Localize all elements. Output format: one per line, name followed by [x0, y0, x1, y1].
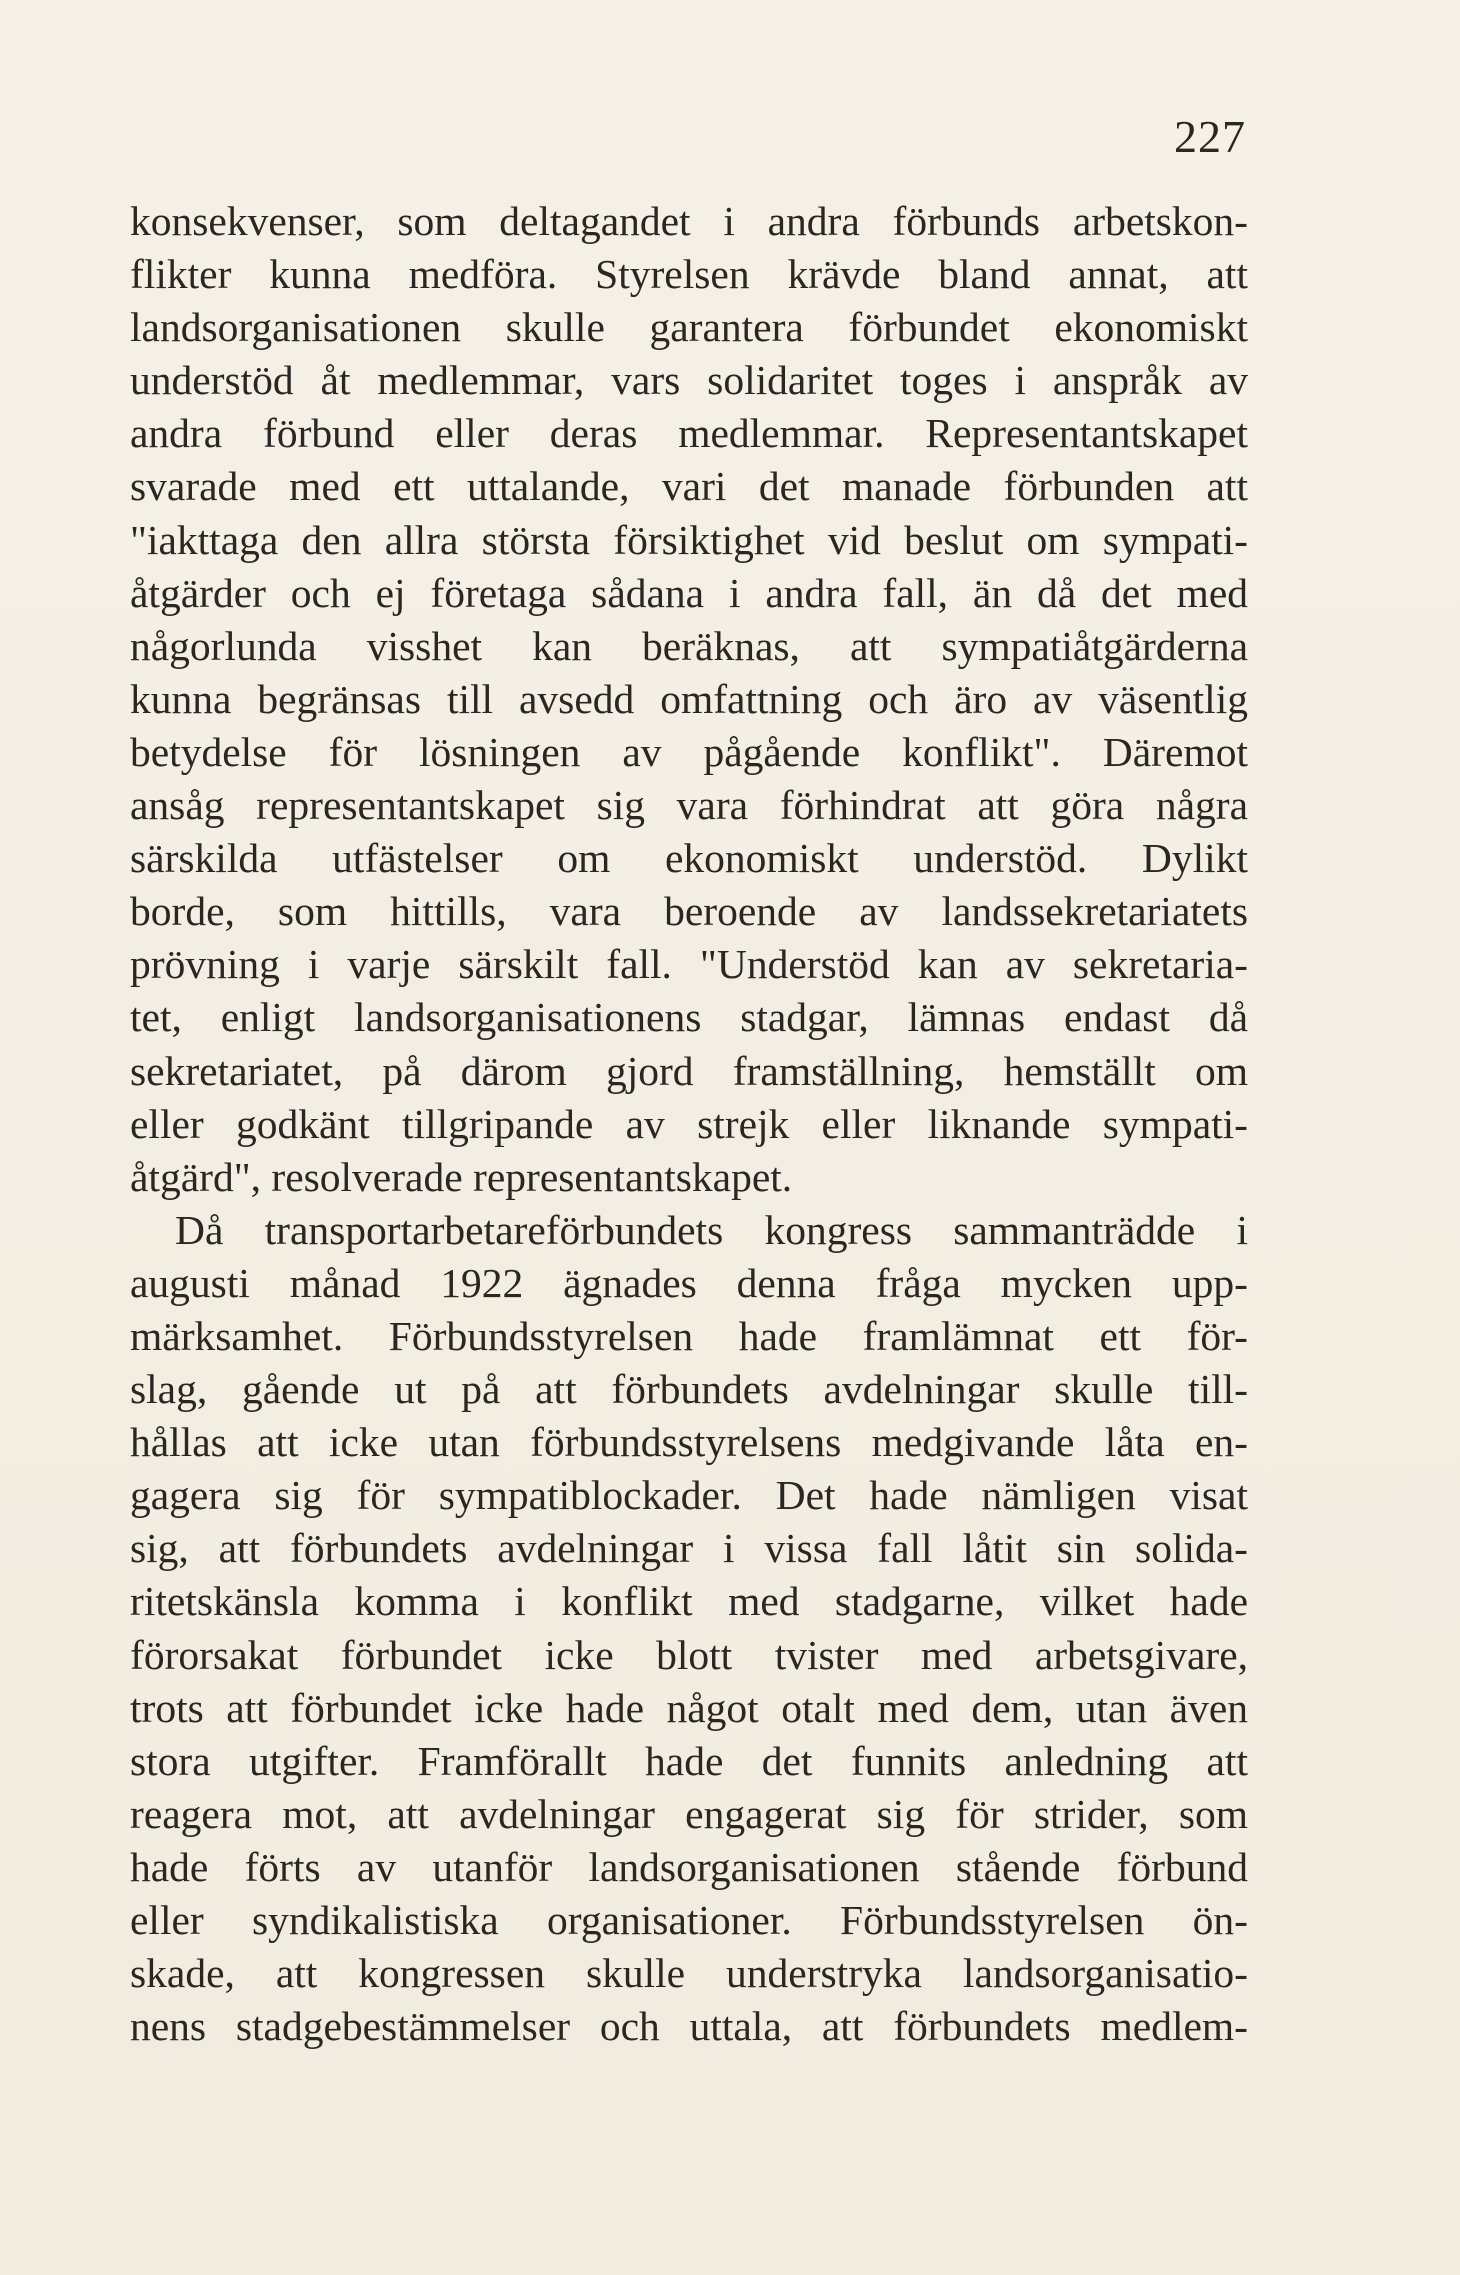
text-line: förorsakat förbundet icke blott tvister med arbetsgivare,	[130, 1631, 1248, 1678]
text-line: sekretariatet, på därom gjord framställning, hemställt om	[130, 1047, 1248, 1094]
text-line: gagera sig för sympatiblockader. Det hade nämligen visat	[130, 1472, 1248, 1519]
body-text	[130, 195, 1248, 2053]
text-line: trots att förbundet icke hade något otalt med dem, utan även	[130, 1684, 1248, 1731]
text-line: konsekvenser, som deltagandet i andra förbunds arbetskon-	[130, 198, 1248, 244]
text-line: andra förbund eller deras medlemmar. Representantskapet	[130, 410, 1248, 457]
text-line: Då transportarbetareförbundets kongress sammanträdde i	[175, 1206, 1248, 1253]
text-line: "iakttaga den allra största försiktighet vid beslut om sympati-	[130, 516, 1248, 563]
text-line: märksamhet. Förbundsstyrelsen hade framlämnat ett för-	[130, 1312, 1248, 1359]
text-line: borde, som hittills, vara beroende av landssekretariatets	[130, 888, 1248, 935]
text-line: ritetskänsla komma i konflikt med stadgarne, vilket hade	[130, 1578, 1248, 1625]
text-line: slag, gående ut på att förbundets avdelningar skulle till-	[130, 1366, 1248, 1413]
page-number: 227	[1174, 111, 1246, 162]
text-line: åtgärder och ej företaga sådana i andra fall, än då det med	[130, 569, 1248, 616]
text-line: någorlunda visshet kan beräknas, att sympatiåtgärderna	[130, 622, 1248, 669]
text-line: ansåg representantskapet sig vara förhindrat att göra några	[130, 782, 1248, 829]
text-line: flikter kunna medföra. Styrelsen krävde bland annat, att	[130, 251, 1248, 298]
text-line: eller syndikalistiska organisationer. Förbundsstyrelsen ön-	[130, 1897, 1248, 1943]
text-line: landsorganisationen skulle garantera förbundet ekonomiskt	[130, 304, 1248, 351]
text-line: reagera mot, att avdelningar engagerat sig för strider, som	[130, 1790, 1248, 1837]
paragraph-2	[130, 1204, 1248, 2054]
paragraph-1	[130, 195, 1248, 1204]
text-line: eller godkänt tillgripande av strejk eller liknande sympati-	[130, 1100, 1248, 1147]
text-line: sig, att förbundets avdelningar i vissa fall låtit sin solida-	[130, 1525, 1248, 1572]
text-line: understöd åt medlemmar, vars solidaritet toges i anspråk av	[130, 357, 1248, 404]
text-line: nens stadgebestämmelser och uttala, att förbundets medlem-	[130, 2003, 1248, 2050]
text-line: åtgärd", resolverade representantskapet.	[130, 1153, 793, 1200]
text-line: prövning i varje särskilt fall. "Understöd kan av sekretaria-	[130, 941, 1248, 988]
text-line: särskilda utfästelser om ekonomiskt understöd. Dylikt	[130, 835, 1248, 882]
text-line: kunna begränsas till avsedd omfattning och äro av väsentlig	[130, 675, 1248, 722]
text-line: stora utgifter. Framförallt hade det funnits anledning att	[130, 1737, 1248, 1784]
text-line: betydelse för lösningen av pågående konflikt". Däremot	[130, 728, 1248, 775]
text-line: hållas att icke utan förbundsstyrelsens medgivande låta en-	[130, 1419, 1248, 1466]
text-line: skade, att kongressen skulle understryka landsorganisatio-	[130, 1950, 1248, 1997]
text-line: hade förts av utanför landsorganisationen stående förbund	[130, 1843, 1248, 1890]
text-line: augusti månad 1922 ägnades denna fråga mycken upp-	[130, 1259, 1248, 1306]
text-line: tet, enligt landsorganisationens stadgar, lämnas endast då	[130, 994, 1248, 1041]
text-line: svarade med ett uttalande, vari det manade förbunden att	[130, 463, 1248, 510]
